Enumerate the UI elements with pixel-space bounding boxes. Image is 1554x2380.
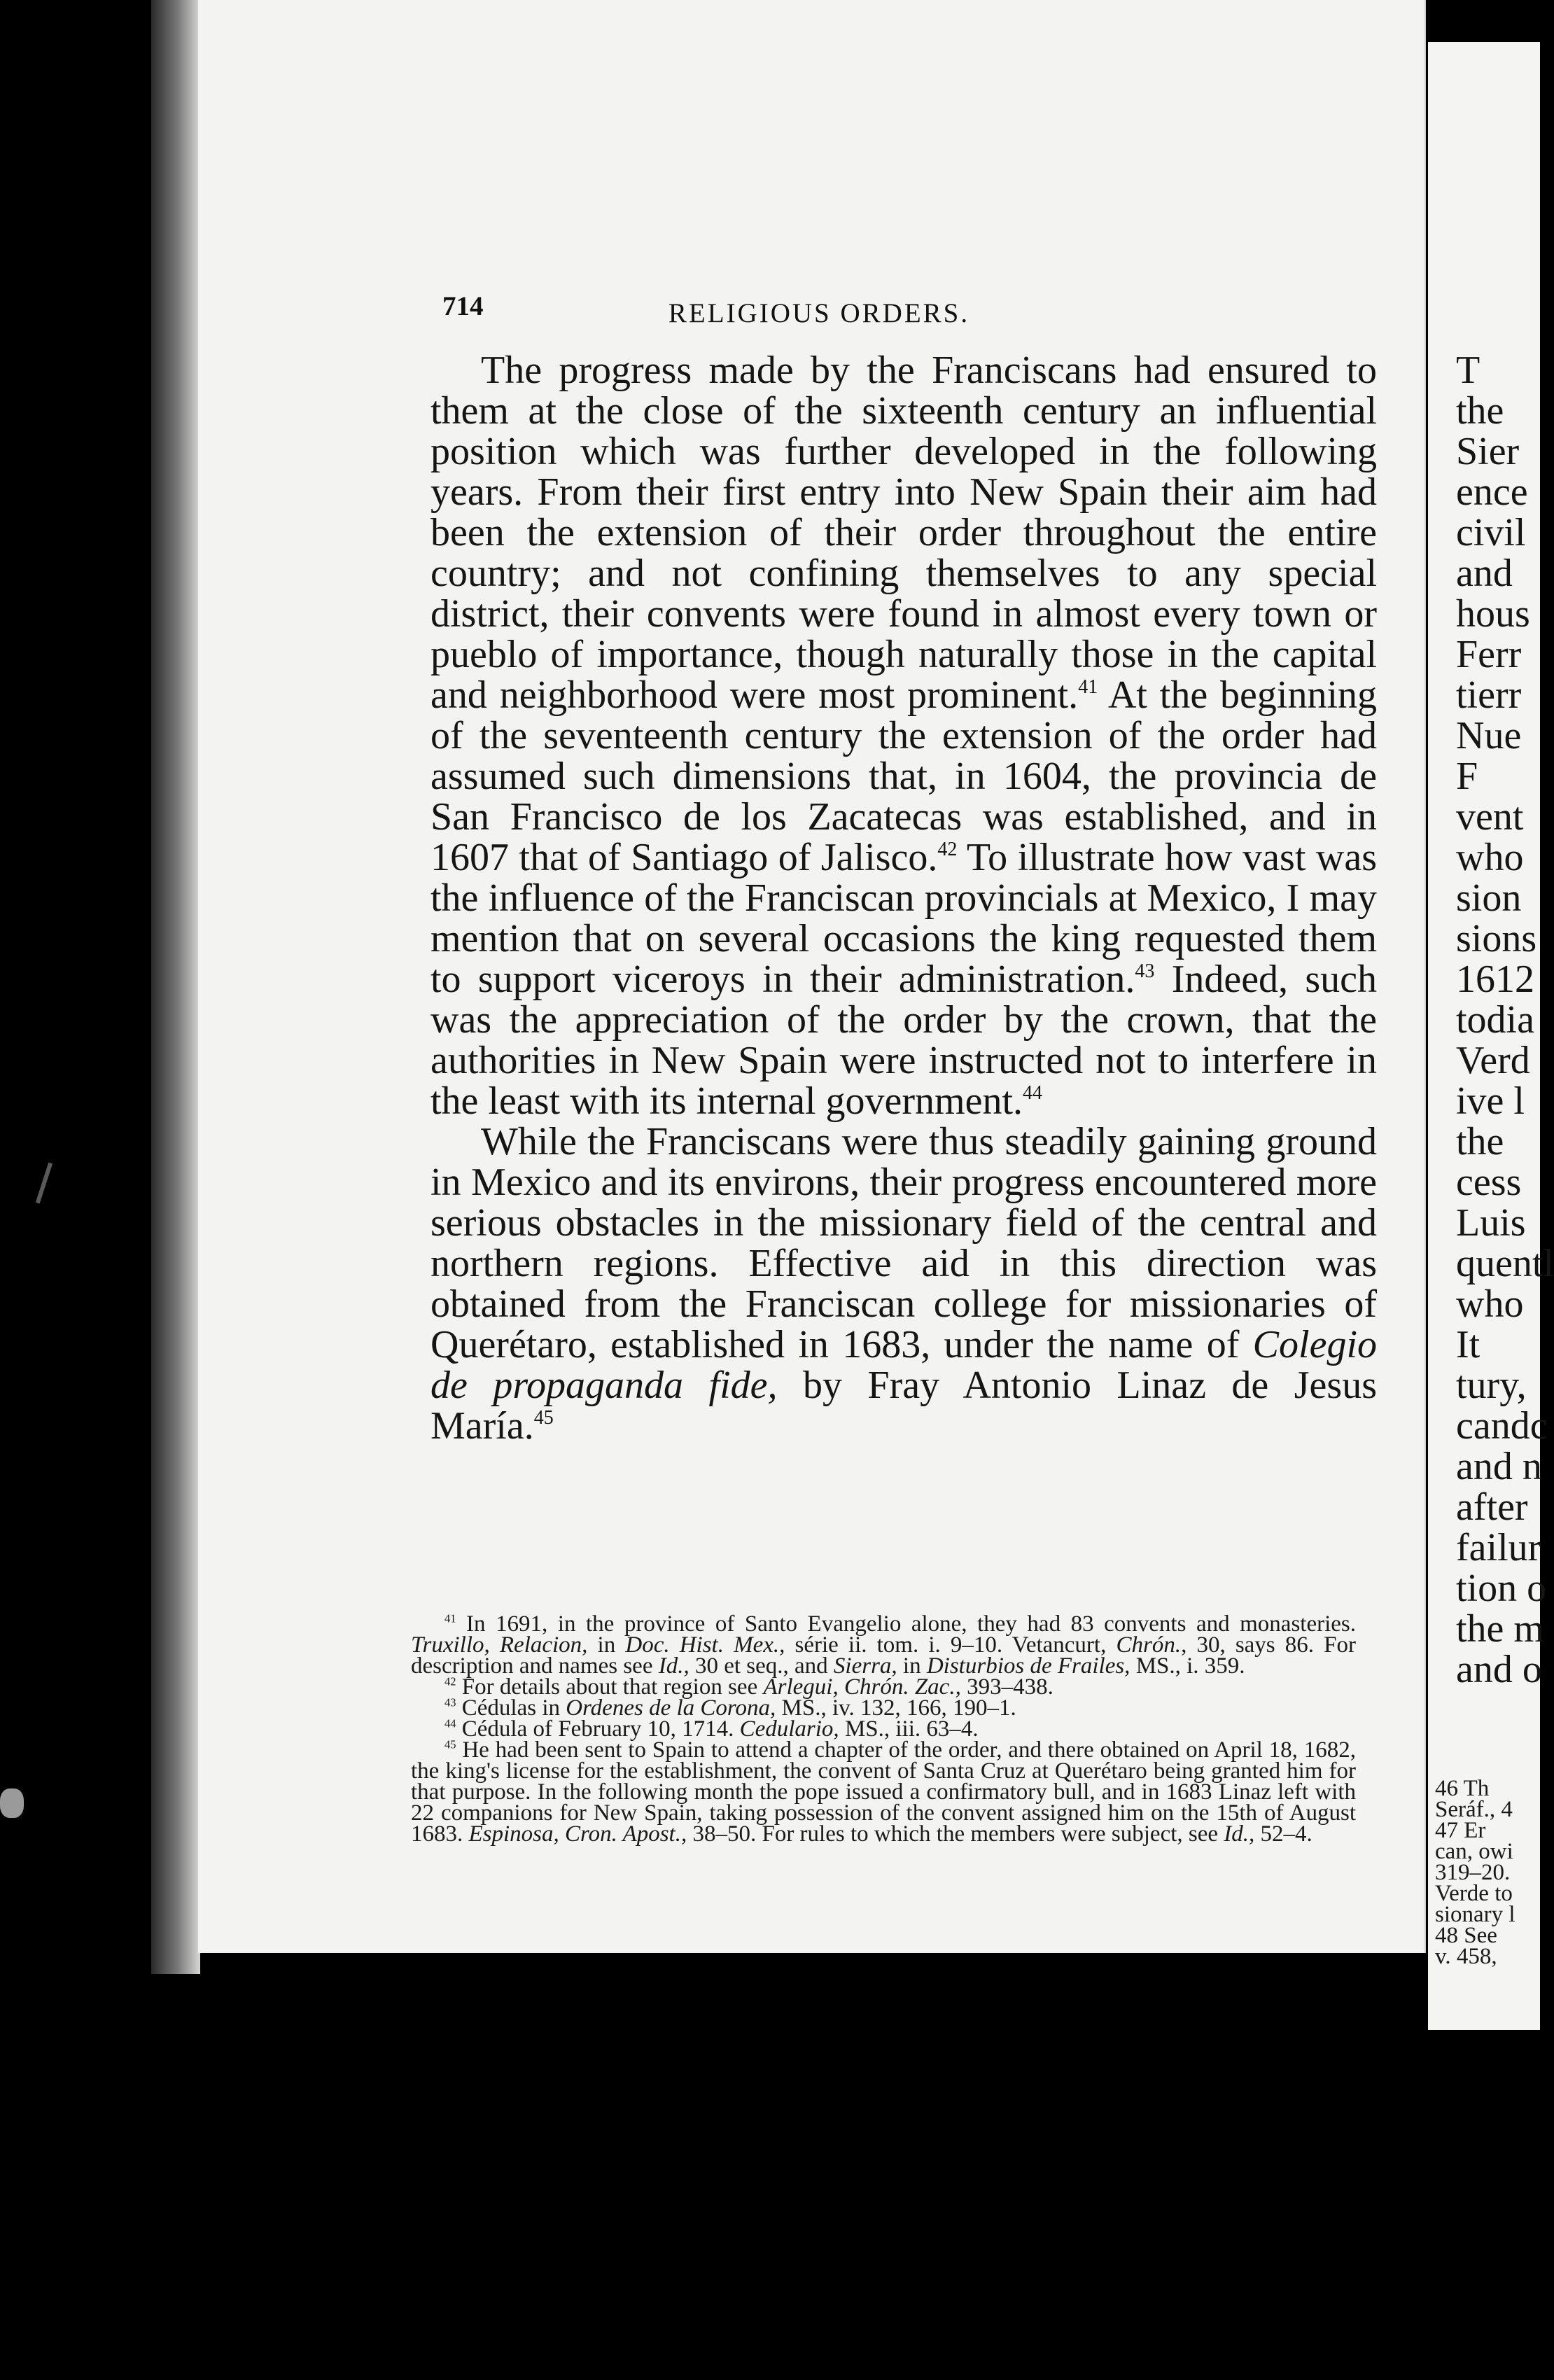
right-page-line: who: [1456, 836, 1524, 879]
footnote-43: $^{43}$ Cédulas in Ordenes de la Corona, MS., iv. 132, 166, 190–1.: [444, 1695, 1016, 1721]
right-page-note-line: Verde to: [1435, 1881, 1513, 1906]
running-title: RELIGIOUS ORDERS.: [668, 298, 970, 328]
right-page-line: quentl: [1456, 1242, 1554, 1285]
margin-blot: [0, 1788, 24, 1818]
right-page-note-line: v. 458,: [1435, 1944, 1497, 1969]
footnote-ref-43[interactable]: 43: [1135, 960, 1155, 982]
right-page-line: cess: [1456, 1161, 1522, 1204]
right-page-line: Luis: [1456, 1201, 1526, 1245]
footnote-41: $^{41}$ In 1691, in the province of Santo Evangelio alone, they had 83 convents and monasteries. Truxillo, Relacion, in Doc. Hist. Mex., série ii. tom. i. 9–10. Vetancurt, Chrón., 30, says 86. For description and names see Id., 30 et seq., and Sierra, in Disturbios de Frailes, MS., i. 359.: [411, 1611, 1356, 1679]
right-page-line: and o: [1456, 1648, 1542, 1691]
right-page-line: Verd: [1456, 1039, 1530, 1082]
right-page-note-line: 319–20.: [1435, 1860, 1511, 1885]
right-page-line: tierr: [1456, 673, 1522, 717]
right-page-line: the: [1456, 1120, 1504, 1163]
right-page-line: Ferr: [1456, 633, 1522, 676]
right-page-line: tion o: [1456, 1567, 1547, 1610]
body-text: [430, 350, 1377, 1446]
footnote-ref-41[interactable]: 41: [1078, 676, 1098, 698]
page-number: 714: [442, 291, 484, 321]
margin-mark: [36, 1163, 52, 1204]
footnote-ref-44[interactable]: 44: [1023, 1082, 1043, 1104]
paragraph-1: The progress made by the Franciscans had ensured to them at the close of the sixteenth century an influential position which was further developed in the following years. From their first entry into New Spain their aim had been the extension of their order throughout the entire country; and not confining themselves to any special district, their convents were found in almost every town or pueblo of importance, though naturally those in the capital and neighborhood were most prominent.$^{41}$ At the beginning of the seventeenth century the extension of the order had assumed such dimensions that, in 1604, the provincia de San Francisco de los Zacatecas was established, and in 1607 that of Santiago of Jalisco.$^{42}$ To illustrate how vast was the influence of the Franciscan provincials at Mexico, I may mention that on several occasions the king requested them to support viceroys in their administration.$^{43}$ Indeed, such was the appreciation of the order by the crown, that the authorities in New Spain were instructed not to interfere in the least with its internal government.$^{44}$: [430, 349, 1378, 1123]
right-page-note-line: 46 Th: [1435, 1776, 1490, 1801]
footnote-44: $^{44}$ Cédula of February 10, 1714. Cedulario, MS., iii. 63–4.: [444, 1716, 979, 1742]
right-page-line: and n: [1456, 1445, 1542, 1488]
right-page-line: F: [1456, 755, 1478, 798]
right-page-note-line: sionary l: [1435, 1902, 1516, 1927]
right-page-line: who: [1456, 1282, 1524, 1326]
right-page-line: sion: [1456, 876, 1522, 920]
right-page-line: failur: [1456, 1526, 1541, 1569]
right-page-note-line: can, owi: [1435, 1839, 1513, 1864]
right-page-note-line: Seráf., 4: [1435, 1797, 1513, 1822]
right-page-note-line: 47 Er: [1435, 1818, 1486, 1843]
right-page-line: sions: [1456, 917, 1537, 960]
right-page-line: todia: [1456, 998, 1534, 1042]
right-page-line: after: [1456, 1485, 1528, 1529]
footnote-42: $^{42}$ For details about that region see Arlegui, Chrón. Zac., 393–438.: [444, 1674, 1054, 1700]
right-page-line: tury,: [1456, 1364, 1527, 1407]
right-page-line: ive l: [1456, 1079, 1525, 1123]
right-page-text-fragments: [1456, 349, 1554, 1691]
right-page-note-fragments: [1435, 1778, 1540, 1967]
paragraph-2: While the Franciscans were thus steadily gaining ground in Mexico and its environs, their progress encountered more serious obstacles in the missionary field of the central and northern regions. Effective aid in this direction was obtained from the Franciscan college for missionaries of Querétaro, established in 1683, under the name of Colegio de propaganda fide, by Fray Antonio Linaz de Jesus María.$^{45}$: [430, 1120, 1377, 1448]
footnote-ref-42[interactable]: 42: [937, 839, 958, 860]
footnote-45: $^{45}$ He had been sent to Spain to attend a chapter of the order, and there obtained on April 18, 1682, the king's license for the establishment, the convent of Santa Cruz at Querétaro being granted him for that purpose. In the following month the pope issued a confirmatory bull, and in 1683 Linaz left with 22 companions for New Spain, taking possession of the convent assigned him on the 15th of August 1683. Espinosa, Cron. Apost., 38–50. For rules to which the members were subject, see Id., 52–4.: [411, 1737, 1356, 1847]
right-page-line: Sier: [1456, 430, 1520, 473]
right-page-line: and: [1456, 552, 1513, 595]
footnote-ref-45[interactable]: 45: [533, 1407, 554, 1429]
right-page-note-line: 48 See: [1435, 1923, 1497, 1948]
footnotes: [411, 1611, 1356, 1847]
right-page-line: ence: [1456, 470, 1528, 514]
right-page-line: candc: [1456, 1404, 1548, 1448]
right-page-line: the m: [1456, 1607, 1544, 1651]
right-page-line: T: [1456, 349, 1480, 392]
right-page-line: vent: [1456, 795, 1524, 839]
right-page-line: 1612: [1456, 958, 1534, 1001]
right-page-line: hous: [1456, 592, 1530, 636]
page-gutter-shadow: [151, 0, 200, 1974]
right-page-line: civil: [1456, 511, 1526, 554]
right-page-line: Nue: [1456, 714, 1522, 757]
right-page-line: It: [1456, 1323, 1480, 1366]
right-page-line: the: [1456, 389, 1504, 433]
